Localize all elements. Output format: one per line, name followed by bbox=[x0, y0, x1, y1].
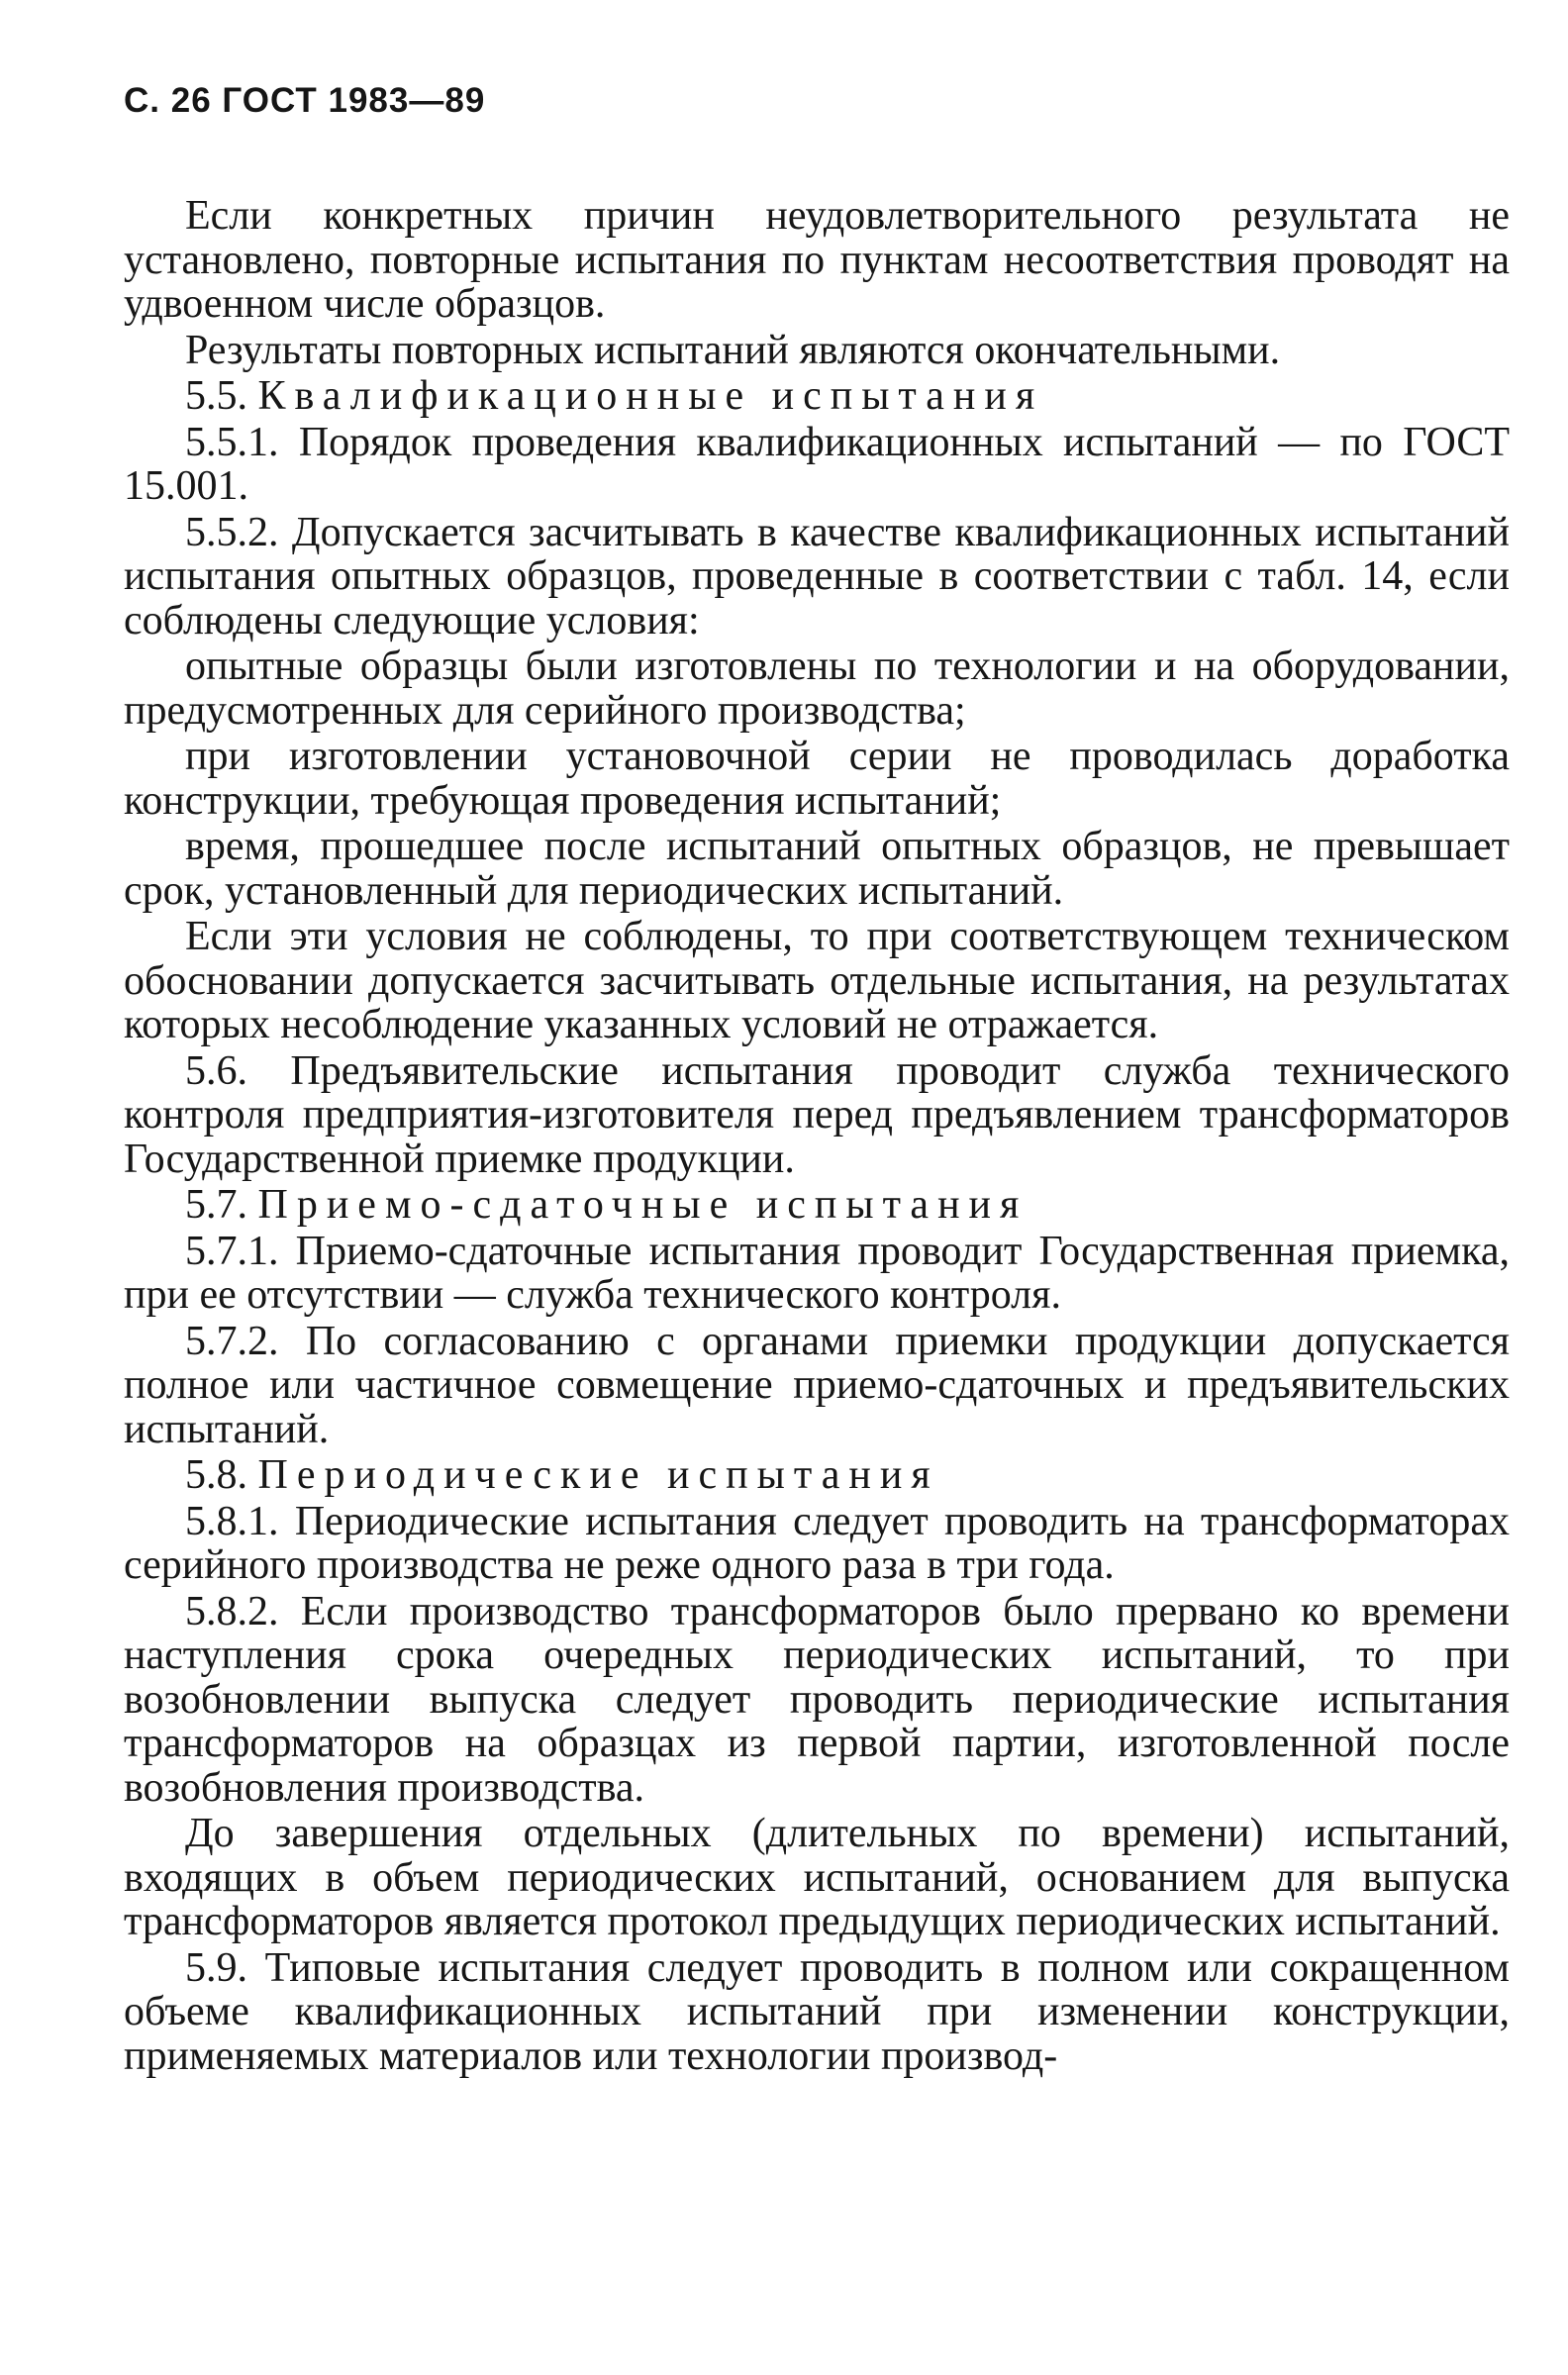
section-heading bbox=[124, 374, 1510, 419]
paragraph: при изготовлении установочной серии не проводилась доработка конструкции, требующая проведения испытаний; bbox=[124, 734, 1510, 824]
paragraph: время, прошедшее после испытаний опытных образцов, не превышает срок, установленный для периодических испытаний. bbox=[124, 824, 1510, 914]
document-body bbox=[124, 194, 1510, 2078]
paragraph: 5.7.1. Приемо-сдаточные испытания проводит Государственная приемка, при ее отсутствии — служба технического контроля. bbox=[124, 1228, 1510, 1318]
document-page bbox=[124, 79, 1510, 2080]
section-number: 5.5. bbox=[185, 373, 247, 419]
paragraph: опытные образцы были изготовлены по технологии и на оборудовании, предусмотренных для серийного производства; bbox=[124, 643, 1510, 734]
paragraph: Результаты повторных испытаний являются окончательными. bbox=[185, 327, 1281, 373]
section-title: Приемо-сдаточные испытания bbox=[257, 1182, 1029, 1228]
section-heading bbox=[124, 1453, 1510, 1498]
section-title: Периодические испытания bbox=[257, 1452, 939, 1498]
paragraph: 5.9. Типовые испытания следует проводить в полном или сокращенном объеме квалификационных испытаний при изменении конструкции, применяемых материалов или технологии производ- bbox=[124, 1944, 1510, 2079]
paragraph: 5.5.1. Порядок проведения квалификационных испытаний — по ГОСТ 15.001. bbox=[124, 419, 1510, 509]
section-number: 5.8. bbox=[185, 1452, 247, 1498]
section-title: Квалификационные испытания bbox=[257, 373, 1044, 419]
paragraph: 5.6. Предъявительские испытания проводит служба технического контроля предприятия-изготовителя перед предъявлением трансформаторов Государственной приемке продукции. bbox=[124, 1047, 1510, 1182]
page-header: С. 26 ГОСТ 1983—89 bbox=[124, 81, 486, 120]
section-heading bbox=[124, 1183, 1510, 1228]
paragraph: 5.7.2. По согласованию с органами приемки продукции допускается полное или частичное совмещение приемо-сдаточных и предъявительских испытаний. bbox=[124, 1318, 1510, 1452]
paragraph: 5.8.1. Периодические испытания следует проводить на трансформаторах серийного производства не реже одного раза в три года. bbox=[124, 1498, 1510, 1588]
paragraph: Если эти условия не соблюдены, то при соответствующем техническом обосновании допускается засчитывать отдельные испытания, на результатах которых несоблюдение указанных условий не отражается. bbox=[124, 914, 1510, 1047]
paragraph: Если конкретных причин неудовлетворительного результата не установлено, повторные испытания по пунктам несоответствия проводят на удвоенном числе образцов. bbox=[124, 193, 1510, 327]
paragraph: 5.8.2. Если производство трансформаторов было прервано ко времени наступления срока очередных периодических испытаний, то при возобновлении выпуска следует проводить периодические испытания трансформаторов на образцах из первой партии, изготовленной после возобновления производства. bbox=[124, 1588, 1510, 1811]
paragraph: До завершения отдельных (длительных по времени) испытаний, входящих в объем периодических испытаний, основанием для выпуска трансформаторов является протокол предыдущих периодических испытаний. bbox=[124, 1811, 1510, 1944]
paragraph: 5.5.2. Допускается засчитывать в качестве квалификационных испытаний испытания опытных образцов, проведенные в соответствии с табл. 14, если соблюдены следующие условия: bbox=[124, 509, 1510, 643]
section-number: 5.7. bbox=[185, 1182, 247, 1228]
